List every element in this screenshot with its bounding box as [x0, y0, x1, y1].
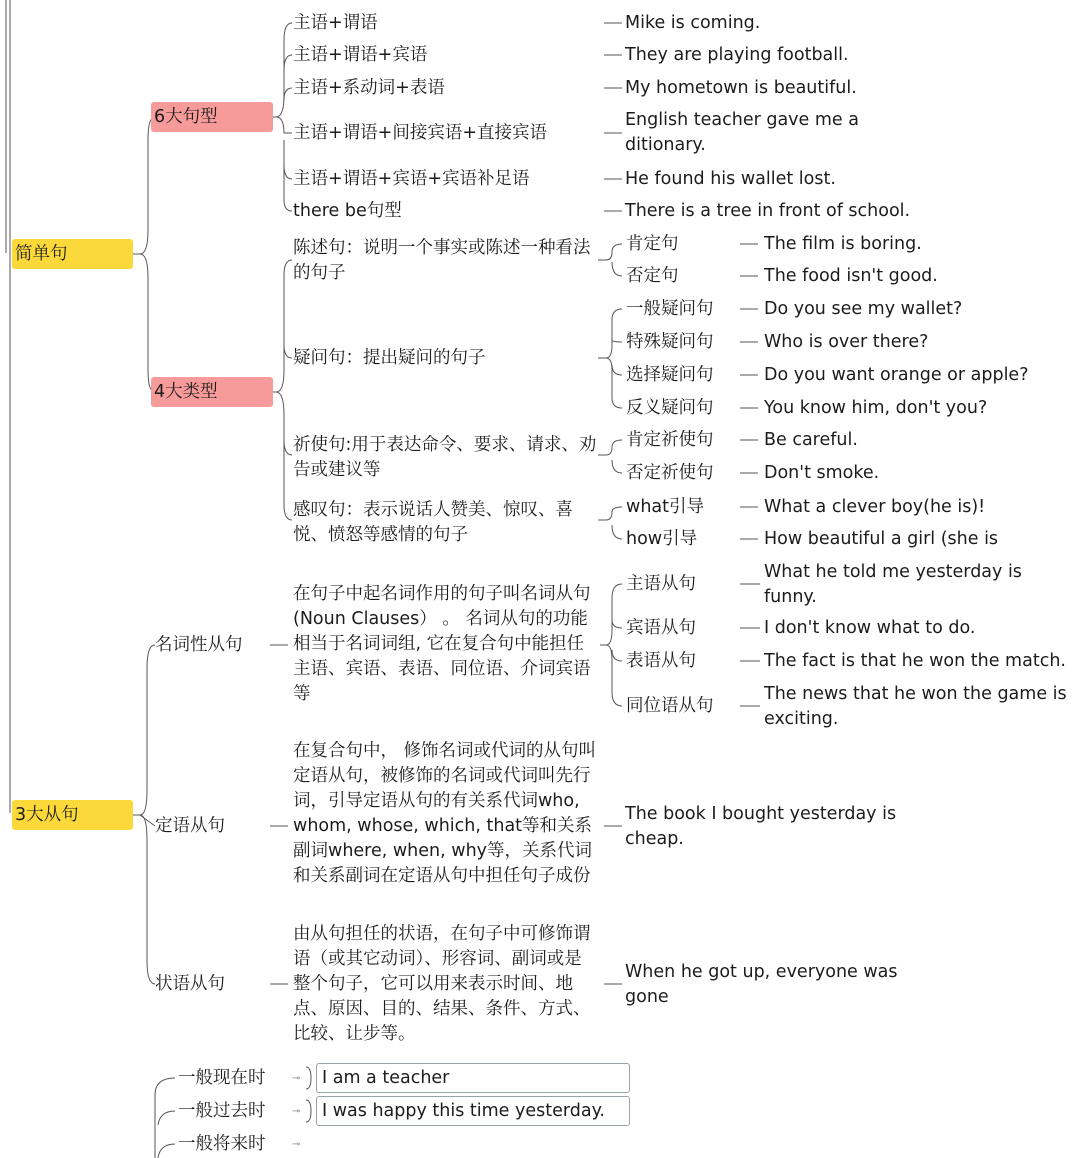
interrogative-tag-example[interactable]: You know him, don't you?: [764, 398, 988, 418]
type-imperative[interactable]: 祈使句:用于表达命令、要求、请求、劝告或建议等: [293, 435, 597, 480]
attributive-clause-description[interactable]: 在复合句中， 修饰名词或代词的从句叫定语从句，被修饰的名词或代词叫先行词，引导定语从句的有关系代词who, whom, whose, which, that等和关系副词where, when, why等，关系代词和关系副词在定语从句中担任句子成份: [293, 741, 597, 886]
noun-clause[interactable]: 名词性从句: [155, 635, 243, 655]
interrogative-tag[interactable]: 反义疑问句: [626, 398, 714, 418]
interrogative-choice[interactable]: 选择疑问句: [626, 365, 714, 385]
interrogative-general[interactable]: 一般疑问句: [626, 299, 714, 319]
declarative-negative[interactable]: 否定句: [626, 266, 679, 286]
tense-simple-past-note[interactable]: I was happy this time yesterday.: [316, 1096, 630, 1126]
interrogative-special[interactable]: 特殊疑问句: [626, 332, 714, 352]
pattern-svo-example[interactable]: They are playing football.: [625, 45, 849, 65]
tense-simple-past[interactable]: 一般过去时: [178, 1101, 266, 1121]
imperative-positive-example[interactable]: Be careful.: [764, 430, 858, 450]
declarative-positive[interactable]: 肯定句: [626, 234, 679, 254]
noun-clause-object-example[interactable]: I don't know what to do.: [764, 618, 976, 638]
type-declarative[interactable]: 陈述句：说明一个事实或陈述一种看法的句子: [293, 238, 591, 283]
note-icon[interactable]: ⊸: [292, 1073, 301, 1084]
noun-clause-description[interactable]: 在句子中起名词作用的句子叫名词从句 (Noun Clauses） 。 名词从句的功能相当于名词词组, 它在复合句中能担任主语、宾语、表语、同位语、介词宾语等: [293, 584, 591, 704]
pattern-svp[interactable]: 主语+系动词+表语: [293, 78, 445, 98]
attributive-clause-example[interactable]: The book I bought yesterday is cheap.: [625, 804, 897, 849]
noun-clause-predicative[interactable]: 表语从句: [626, 651, 696, 671]
node-six-patterns[interactable]: [151, 102, 273, 132]
note-icon[interactable]: ⊸: [292, 1106, 301, 1117]
pattern-svp-example[interactable]: My hometown is beautiful.: [625, 78, 857, 98]
interrogative-special-example[interactable]: Who is over there?: [764, 332, 929, 352]
tense-simple-present-note[interactable]: I am a teacher: [316, 1063, 630, 1093]
pattern-svoo[interactable]: 主语+谓语+间接宾语+直接宾语: [293, 123, 547, 143]
noun-clause-subject-example[interactable]: What he told me yesterday is funny.: [764, 562, 1022, 607]
adverbial-clause-example[interactable]: When he got up, everyone was gone: [625, 962, 898, 1007]
pattern-svo[interactable]: 主语+谓语+宾语: [293, 45, 428, 65]
pattern-sv[interactable]: 主语+谓语: [293, 13, 378, 33]
noun-clause-subject[interactable]: 主语从句: [626, 574, 696, 594]
node-label: 4大类型: [154, 382, 218, 402]
exclamatory-what[interactable]: what引导: [626, 497, 704, 517]
pattern-svoo-example[interactable]: English teacher gave me a ditionary.: [625, 110, 859, 155]
adverbial-clause[interactable]: 状语从句: [155, 974, 225, 994]
interrogative-choice-example[interactable]: Do you want orange or apple?: [764, 365, 1029, 385]
node-three-clauses[interactable]: [12, 800, 133, 830]
pattern-svoc-example[interactable]: He found his wallet lost.: [625, 169, 836, 189]
noun-clause-object[interactable]: 宾语从句: [626, 618, 696, 638]
imperative-negative[interactable]: 否定祈使句: [626, 463, 714, 483]
pattern-there-be[interactable]: there be句型: [293, 201, 402, 221]
imperative-negative-example[interactable]: Don't smoke.: [764, 463, 880, 483]
tense-simple-future[interactable]: 一般将来时: [178, 1134, 266, 1154]
node-simple-sentence[interactable]: [12, 239, 133, 269]
declarative-negative-example[interactable]: The food isn't good.: [764, 266, 938, 286]
pattern-there-be-example[interactable]: There is a tree in front of school.: [625, 201, 911, 221]
tense-simple-present[interactable]: 一般现在时: [178, 1068, 266, 1088]
node-label: 6大句型: [154, 107, 218, 127]
node-four-types[interactable]: [151, 377, 273, 407]
exclamatory-what-example[interactable]: What a clever boy(he is)!: [764, 497, 986, 517]
pattern-svoc[interactable]: 主语+谓语+宾语+宾语补足语: [293, 169, 530, 189]
noun-clause-predicative-example[interactable]: The fact is that he won the match.: [764, 651, 1066, 671]
type-exclamatory[interactable]: 感叹句：表示说话人赞美、惊叹、喜悦、愤怒等感情的句子: [293, 500, 573, 545]
node-label: 3大从句: [15, 805, 79, 825]
note-icon[interactable]: ⊸: [292, 1139, 301, 1150]
attributive-clause[interactable]: 定语从句: [155, 816, 225, 836]
interrogative-general-example[interactable]: Do you see my wallet?: [764, 299, 963, 319]
exclamatory-how[interactable]: how引导: [626, 529, 698, 549]
pattern-sv-example[interactable]: Mike is coming.: [625, 13, 761, 33]
declarative-positive-example[interactable]: The film is boring.: [764, 234, 922, 254]
type-interrogative[interactable]: 疑问句：提出疑问的句子: [293, 348, 486, 368]
noun-clause-appositive-example[interactable]: The news that he won the game is exciting.: [764, 684, 1067, 729]
node-label: 简单句: [15, 244, 68, 264]
imperative-positive[interactable]: 肯定祈使句: [626, 430, 714, 450]
adverbial-clause-description[interactable]: 由从句担任的状语，在句子中可修饰谓语（或其它动词）、形容词、副词或是整个句子，它可以用来表示时间、地点、原因、目的、结果、条件、方式、比较、让步等。: [293, 924, 591, 1044]
noun-clause-appositive[interactable]: 同位语从句: [626, 696, 714, 716]
exclamatory-how-example[interactable]: How beautiful a girl (she is: [764, 529, 999, 549]
